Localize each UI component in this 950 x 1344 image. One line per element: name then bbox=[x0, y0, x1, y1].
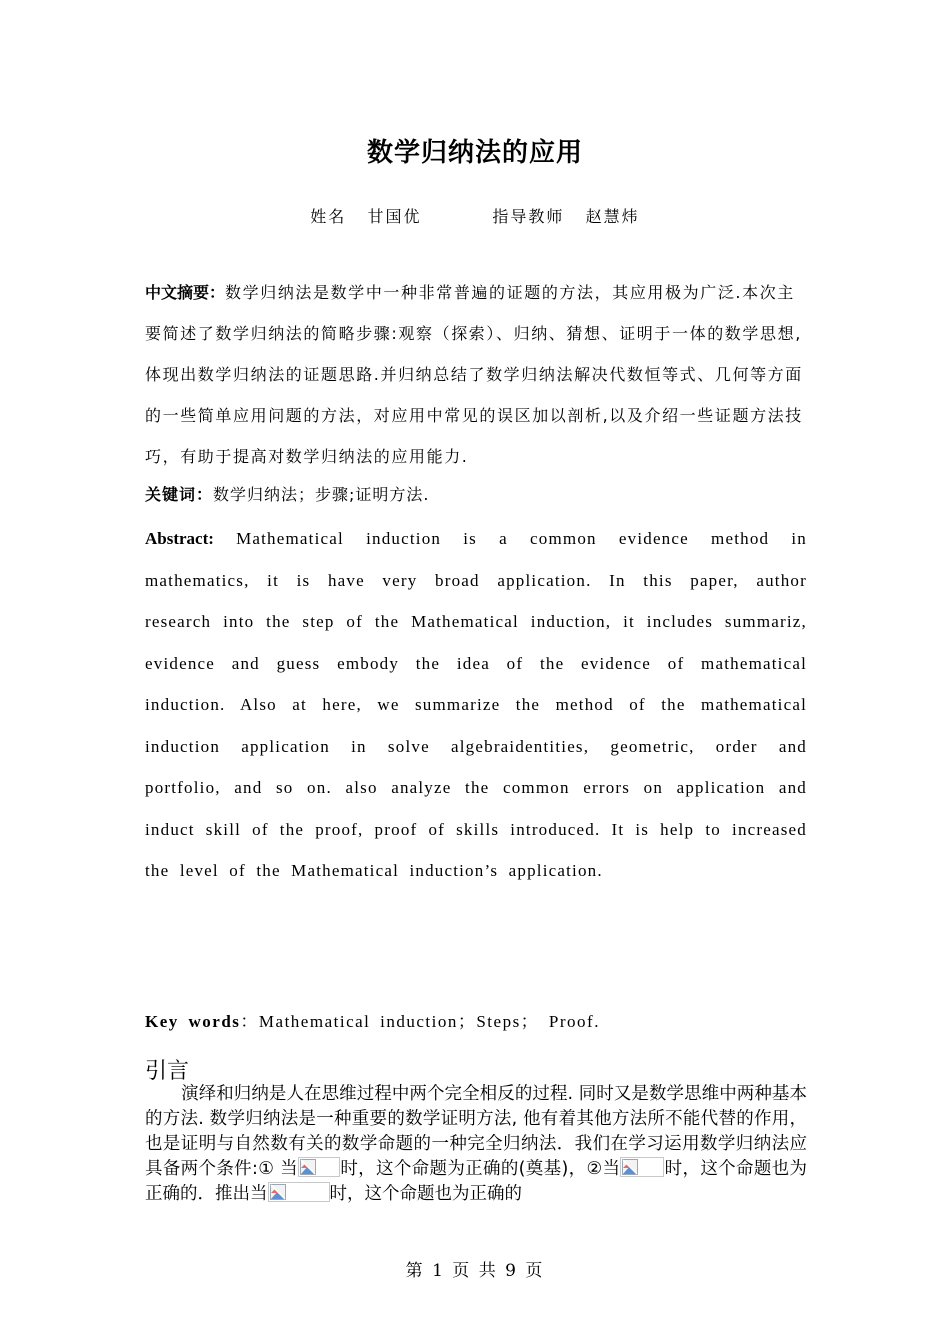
intro-text-2: 时，这个命题为正确的(奠基)，②当 bbox=[339, 1159, 621, 1179]
broken-formula-image-icon bbox=[620, 1157, 664, 1177]
section-heading: 引言 bbox=[145, 1059, 190, 1084]
chinese-keywords bbox=[145, 482, 807, 505]
chinese-abstract bbox=[145, 272, 807, 477]
page-footer: 第 1 页 共 9 页 bbox=[405, 1261, 545, 1281]
english-abstract-text: Mathematical induction is a common evidence method in mathematics, it is have very broad application. In this paper, author research into the step of the Mathematical induction, it includes summariz, evidence and guess embody the idea of the evidence of mathematical induction. Also at here, we summarize the method of the mathematical induction application in solve algebraidentities, geometric, order and portfolio, and so on. also analyze the common errors on application and induct skill of the proof, proof of skills introduced. It is help to increased the level of the Mathematical induction’s application. bbox=[145, 529, 807, 880]
author-line: 姓名 甘国优 指导教师 赵慧炜 bbox=[310, 207, 640, 226]
broken-formula-image-icon bbox=[298, 1157, 340, 1177]
english-keywords-text: ：Mathematical induction；Steps； Proof. bbox=[240, 1012, 600, 1031]
chinese-keywords-label: 关键词： bbox=[145, 485, 214, 504]
introduction-paragraph bbox=[145, 1082, 807, 1207]
chinese-keywords-text: 数学归纳法；步骤;证明方法. bbox=[213, 485, 430, 504]
english-keywords bbox=[145, 1007, 807, 1032]
chinese-abstract-text: 数学归纳法是数学中一种非常普遍的证题的方法，其应用极为广泛.本次主要简述了数学归纳法的简略步骤:观察（探索）、归纳、猜想、证明于一体的数学思想,体现出数学归纳法的证题思路.并归纳总结了数学归纳法解决代数恒等式、几何等方面的一些简单应用问题的方法，对应用中常见的误区加以剖析,以及介绍一些证题方法技巧，有助于提高对数学归纳法的应用能力. bbox=[145, 283, 803, 466]
document-title: 数学归纳法的应用 bbox=[366, 138, 583, 168]
english-keywords-label: Key words bbox=[145, 1012, 241, 1031]
chinese-abstract-label: 中文摘要： bbox=[145, 283, 226, 302]
intro-text-1: 演绎和归纳是人在思维过程中两个完全相反的过程. 同时又是数学思维中两种基本的方法. 数学归纳法是一种重要的数学证明方法, 他有着其他方法所不能代替的作用，也是证明与自然数有关的数学命题的一种完全归纳法．我们在学习运用数学归纳法应具备两个条件:① 当 bbox=[145, 1084, 807, 1179]
english-abstract bbox=[145, 518, 807, 892]
intro-text-3: 时，这个命题也为正确的．推出当 bbox=[145, 1159, 807, 1204]
broken-formula-image-icon bbox=[268, 1182, 330, 1202]
intro-text-4: 时，这个命题也为正确的 bbox=[329, 1184, 522, 1204]
english-abstract-label: Abstract: bbox=[145, 529, 214, 548]
